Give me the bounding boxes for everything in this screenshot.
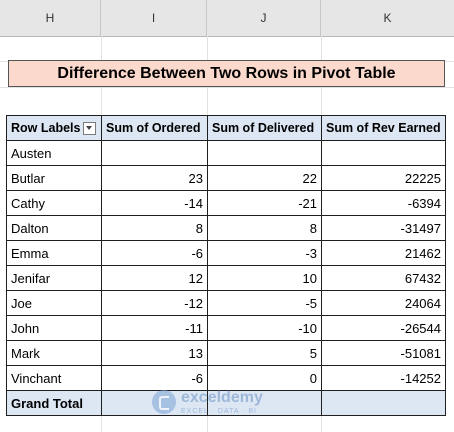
grand-total-label[interactable]: Grand Total <box>7 391 102 416</box>
delivered-cell[interactable]: 5 <box>208 341 322 366</box>
table-row <box>7 241 446 266</box>
rev-earned-cell[interactable]: 24064 <box>322 291 446 316</box>
watermark-tagline: EXCEL · DATA · BI <box>181 407 257 415</box>
table-row <box>7 366 446 391</box>
ordered-cell[interactable]: -6 <box>102 241 208 266</box>
row-label-cell[interactable]: Jenifar <box>7 266 102 291</box>
column-header-k[interactable]: K <box>383 11 392 25</box>
sheet-title[interactable]: Difference Between Two Rows in Pivot Table <box>8 60 445 87</box>
sum-ordered-header[interactable]: Sum of Ordered <box>102 116 208 141</box>
ordered-cell[interactable]: -14 <box>102 191 208 216</box>
rev-earned-cell[interactable]: -31497 <box>322 216 446 241</box>
column-header-i[interactable]: I <box>101 0 207 36</box>
row-label-cell[interactable]: Cathy <box>7 191 102 216</box>
rev-earned-cell[interactable]: 22225 <box>322 166 446 191</box>
ordered-cell[interactable]: 23 <box>102 166 208 191</box>
table-row <box>7 166 446 191</box>
pivot-table <box>6 115 446 416</box>
row-label-cell[interactable]: Vinchant <box>7 366 102 391</box>
table-row <box>7 141 446 166</box>
grand-total-rev-earned[interactable] <box>322 391 446 416</box>
row-label-cell[interactable]: Mark <box>7 341 102 366</box>
row-labels-label: Row Labels <box>11 120 81 135</box>
row-label-cell[interactable]: Austen <box>7 141 102 166</box>
delivered-cell[interactable]: 8 <box>208 216 322 241</box>
row-labels-header[interactable] <box>7 116 102 141</box>
delivered-cell[interactable]: 10 <box>208 266 322 291</box>
rev-earned-cell[interactable]: -6394 <box>322 191 446 216</box>
delivered-cell[interactable]: -5 <box>208 291 322 316</box>
ordered-cell[interactable]: -6 <box>102 366 208 391</box>
row-label-cell[interactable]: Emma <box>7 241 102 266</box>
delivered-cell[interactable]: -21 <box>208 191 322 216</box>
delivered-cell[interactable]: 22 <box>208 166 322 191</box>
row-label-cell[interactable]: Joe <box>7 291 102 316</box>
ordered-cell[interactable]: -12 <box>102 291 208 316</box>
delivered-cell[interactable]: 0 <box>208 366 322 391</box>
delivered-cell[interactable] <box>208 141 322 166</box>
pivot-header-row <box>7 116 446 141</box>
rev-earned-cell[interactable]: -51081 <box>322 341 446 366</box>
rev-earned-cell[interactable]: 67432 <box>322 266 446 291</box>
row-label-cell[interactable]: John <box>7 316 102 341</box>
table-row <box>7 341 446 366</box>
table-row <box>7 216 446 241</box>
delivered-cell[interactable]: -3 <box>208 241 322 266</box>
table-row <box>7 291 446 316</box>
table-row <box>7 191 446 216</box>
grid-line <box>0 87 454 88</box>
rev-earned-cell[interactable] <box>322 141 446 166</box>
grand-total-ordered[interactable] <box>102 391 208 416</box>
ordered-cell[interactable]: 13 <box>102 341 208 366</box>
delivered-cell[interactable]: -10 <box>208 316 322 341</box>
rev-earned-cell[interactable]: 21462 <box>322 241 446 266</box>
filter-dropdown-icon[interactable] <box>83 122 96 135</box>
sum-rev-earned-header[interactable]: Sum of Rev Earned <box>322 116 446 141</box>
grand-total-row <box>7 391 446 416</box>
column-header-h[interactable]: H <box>0 0 101 36</box>
table-row <box>7 316 446 341</box>
row-label-cell[interactable]: Dalton <box>7 216 102 241</box>
sum-delivered-header[interactable]: Sum of Delivered <box>208 116 322 141</box>
rev-earned-cell[interactable]: -14252 <box>322 366 446 391</box>
column-header-j[interactable]: J <box>207 0 321 36</box>
ordered-cell[interactable]: -11 <box>102 316 208 341</box>
grand-total-delivered[interactable] <box>208 391 322 416</box>
ordered-cell[interactable] <box>102 141 208 166</box>
rev-earned-cell[interactable]: -26544 <box>322 316 446 341</box>
watermark-name: exceldemy <box>181 388 263 406</box>
row-label-cell[interactable]: Butlar <box>7 166 102 191</box>
ordered-cell[interactable]: 8 <box>102 216 208 241</box>
ordered-cell[interactable]: 12 <box>102 266 208 291</box>
table-row <box>7 266 446 291</box>
